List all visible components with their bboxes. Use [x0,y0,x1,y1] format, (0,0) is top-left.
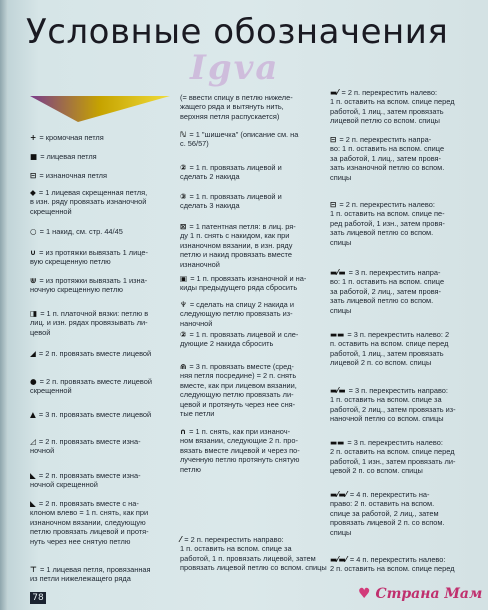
stitch-symbol-icon: ■ [30,152,38,161]
legend-line: = 4 п. перекрестить на- [349,490,430,499]
legend-line: = 3 п. провязать вместе лицевой [38,410,152,419]
legend-item-text [30,227,123,236]
legend-line: няя петля посредине) = 2 п. снять [180,371,297,381]
legend-item-text [180,172,282,181]
legend-item-text [180,231,296,240]
legend-item-text [330,277,444,286]
legend-line: = 4 п. перекрестить налево: [349,555,446,564]
stitch-symbol-icon: ② [180,163,187,172]
legend-line: 2 п. оставить на вспом. спице перед [330,564,455,574]
legend-line: = 1 п. снять, как при изнаноч- [189,427,291,436]
legend-line: спицы [330,305,352,315]
legend-line: = 1 п. провязать изнаночной и на- [190,274,307,283]
site-watermark-text: Страна Мам [375,586,483,602]
stitch-symbol-icon: ⋓ [30,276,37,285]
legend-line: = 1 накид, см. стр. 44/45 [39,227,123,236]
legend-line: изнаночной [180,259,220,269]
legend-item-text [180,465,300,474]
legend-line: = сделать на спицу 2 накида и [189,300,294,309]
legend-item-text [180,112,293,121]
legend-line: = кромочная петля [39,133,104,142]
stitch-symbol-icon: ○ [30,227,37,236]
legend-line: = 2 п. провязать вместе изна- [38,471,141,480]
legend-item-text [30,133,104,142]
legend-item-text [30,248,148,257]
legend-item-text [330,238,445,247]
legend-item [330,386,456,424]
stitch-symbol-icon: ▲ [30,410,36,419]
legend-item-text [30,527,149,536]
legend-line: за работой, 2 лиц., затем провя- [330,286,442,296]
legend-line: петлю и накид провязать вместе [180,250,292,260]
legend-line: спице за работой, 2 лиц., затем [330,508,439,518]
legend-item-text [30,574,151,583]
legend-item-text [330,296,444,305]
legend-line: скрещенной [30,386,72,396]
legend-line: с. 56/57) [180,139,209,149]
legend-item-text [330,173,444,182]
legend-item-text [330,200,445,209]
legend-item [180,130,298,149]
legend-item-text [330,116,455,125]
stitch-symbol-icon: ⊠ [180,222,187,231]
legend-item-text [180,563,327,572]
legend-item [30,188,147,216]
legend-item-text [180,436,300,445]
legend-item-text [330,144,444,153]
legend-item-text [180,400,297,409]
legend-line: вместе, как при лицевом вязании, [180,380,297,390]
legend-line: жащего ряда и вытянуть нить, [180,102,284,112]
legend-line: работой, 1 лиц., затем провязать [330,348,444,358]
legend-item-text [330,490,445,499]
legend-item [30,349,151,358]
legend-item-text [30,499,149,508]
legend-line: лицевой 2 п. со вспом. спицы [330,358,432,368]
stitch-symbol-icon: ③ [180,192,187,201]
stitch-symbol-icon: ◢ [30,349,36,358]
legend-item-text [180,381,297,390]
legend-item-text [30,309,148,318]
legend-item-text [330,457,455,466]
legend-line: = 3 п. перекрестить налево: 2 [347,330,450,339]
stitch-symbol-icon: ▬⁄▬ [330,386,346,395]
legend-line: = изнаночная петля [39,171,107,180]
legend-line: цевой [30,327,51,337]
legend-line: наночной [180,318,213,328]
legend-item [30,171,107,180]
stitch-symbol-icon: ◣ [30,499,36,508]
stitch-symbol-icon: ▬⁄▬⁄ [330,490,347,499]
legend-line: спицы [330,527,352,537]
legend-item-text [330,97,455,106]
legend-line: лицевой петлю со вспом. спицы [330,116,440,126]
legend-item-text [30,410,151,419]
legend-line: право: 2 п. оставить на вспом. [330,499,435,509]
legend-line: = 3 п. перекрестить налево: [347,438,443,447]
legend-item [30,410,151,419]
legend-line: лиц. и изн. рядах провязывать ли- [30,318,148,328]
stitch-symbol-icon: ② [180,330,187,339]
stitch-symbol-icon: ℕ [180,130,187,139]
legend-line: = 2 п. перекрестить направо: [184,535,284,544]
legend-line: работой, 2 лиц., затем провязать из- [330,404,456,414]
legend-item-text [180,260,296,269]
page-title: Условные обозначения [26,12,449,52]
stitch-symbol-icon: ∩ [180,427,187,436]
legend-line: = из протяжки вывязать 1 изна- [39,276,148,285]
legend-item [180,362,297,418]
legend-item-text [180,222,296,231]
legend-item-text [180,544,327,553]
legend-item-text [180,319,294,328]
stitch-symbol-icon: ⁄ [180,535,182,544]
stitch-symbol-icon: ⊟ [330,135,337,144]
legend-item-text [180,274,306,283]
legend-item-text [180,241,296,250]
legend-item-text [330,438,455,447]
legend-line: 2 п. оставить на вспом. спице перед [330,447,455,457]
stitch-symbol-icon: ⊟ [330,200,337,209]
legend-item-text [330,395,456,404]
legend-item [180,93,293,121]
legend-item-text [30,197,147,206]
legend-item-text [180,362,297,371]
legend-line: = 2 п. провязать вместе лицевой [39,377,152,386]
heart-icon: ♥ [358,586,371,602]
legend-line: = 3 п. провязать вместе (сред- [189,362,294,371]
legend-line: ночной [30,446,55,456]
legend-item [330,330,449,368]
legend-line: = 2 п. перекрестить напра- [339,135,432,144]
legend-item-text [330,405,456,414]
legend-item [180,163,282,182]
stitch-symbol-icon: ⊟ [30,171,37,180]
legend-item-text [30,285,147,294]
legend-item-text [180,102,293,111]
legend-item-text [330,509,445,518]
legend-item-text [30,276,147,285]
legend-line: спицы [330,237,352,247]
legend-item [30,152,97,161]
legend-line: 1 п. оставить на вспом. спице перед [330,97,455,107]
legend-item [30,565,151,584]
legend-item-text [30,328,148,337]
legend-line: следующую петлю провязать из- [180,309,293,319]
stitch-symbol-icon: ⊤ [30,565,37,574]
page-number: 78 [30,592,46,604]
legend-line: провязать лицевой 2 п. со вспом. [330,518,445,528]
legend-line: 1 п. оставить на вспом. спице за [180,544,292,554]
legend-line: = 2 п. провязать вместе с на- [38,499,139,508]
legend-item [30,227,123,236]
legend-item [330,200,445,247]
stitch-symbol-icon: ● [30,377,37,386]
legend-item [330,88,455,126]
legend-item [180,330,298,349]
site-watermark [358,586,482,602]
legend-item-text [180,93,293,102]
legend-item [30,377,152,396]
legend-item-text [30,537,149,546]
legend-item-text [30,565,151,574]
legend-line: верхняя петля распускается) [180,111,280,121]
legend-item [180,274,306,293]
legend-line: = 3 п. перекрестить направо: [348,386,448,395]
legend-line: = 2 п. перекрестить налево: [339,200,435,209]
legend-line: = 1 п. провязать лицевой и [189,163,282,172]
magazine-watermark: Igva [190,48,280,88]
legend-line: из петли нижележащего ряда [30,574,131,584]
legend-item [30,133,104,142]
stitch-symbol-icon: ◨ [30,309,38,318]
legend-item-text [30,152,97,161]
stitch-symbol-icon: ▬▬ [330,330,345,339]
legend-line: спицы [330,172,352,182]
legend-line: наночной петлю со вспом. спицы [330,414,444,424]
legend-item-text [180,201,282,210]
legend-item-text [180,309,294,318]
legend-line: тые петли [180,409,215,419]
legend-line: = 1 п. провязать лицевой и [189,192,282,201]
legend-item-text [330,339,449,348]
legend-line: = из протяжки вывязать 1 лице- [39,248,148,257]
legend-item-text [180,330,298,339]
legend-line: = 1 п. платочной вязки: петлю в [40,309,149,318]
legend-item-text [330,268,444,277]
legend-item-text [330,163,444,172]
legend-line: п. оставить на вспом. спице перед [330,339,449,349]
legend-item-text [30,471,141,480]
legend-line: зать лицевой петлю со вспом. [330,296,434,306]
legend-item-text [180,139,298,148]
legend-line: = 3 п. перекрестить напра- [348,268,441,277]
legend-item-text [30,257,148,266]
legend-item-text [330,287,444,296]
legend-line: 1 п. оставить на вспом. спице за [330,395,442,405]
legend-item-text [180,535,327,544]
stitch-symbol-icon: ▬⁄ [330,88,339,97]
legend-line: ночную скрещенную петлю [30,285,123,295]
legend-line: клоном влево = 1 п. снять, как при [30,508,149,518]
legend-item-text [330,386,456,395]
legend-item [30,471,141,490]
legend-item [330,490,445,537]
legend-line: 1 п. оставить на вспом. спице пе- [330,209,445,219]
legend-line: = 2 п. провязать вместе изна- [38,437,141,446]
legend-line: петлю [180,464,201,474]
legend-line: изнаночном вязании, следующую [30,517,146,527]
legend-item-text [330,154,444,163]
legend-item-text [330,499,445,508]
legend-line: вую скрещенную петлю [30,257,111,267]
stitch-symbol-icon: + [30,133,37,142]
legend-item-text [330,358,449,367]
legend-item [180,192,282,211]
legend-item-text [330,107,455,116]
legend-item-text [30,508,149,517]
legend-item-text [330,330,449,339]
legend-line: = 1 патентная петля: в лиц. ря- [189,222,296,231]
legend-line: петлю провязать лицевой и протя- [30,527,149,537]
legend-line: вязать вместе лицевой и через по- [180,445,300,455]
legend-item-text [180,163,282,172]
stitch-symbol-icon: ∪ [30,248,37,257]
legend-item-text [330,555,455,564]
legend-item-text [330,466,455,475]
legend-line: (= ввести спицу в петлю нижеле- [180,93,293,102]
legend-line: в изн. ряду провязать изнаночной [30,197,147,207]
legend-item-text [330,219,445,228]
stitch-symbol-icon: ♆ [180,300,187,309]
stitch-symbol-icon: ▣ [180,274,188,283]
stitch-symbol-icon: ◿ [30,437,36,446]
legend-line: работой, 1 изн., затем провязать ли- [330,456,456,466]
legend-item-text [330,528,445,537]
legend-line: лученную петлю протянуть снятую [180,455,300,465]
legend-item-text [30,171,107,180]
legend-item-text [330,306,444,315]
legend-item-text [330,228,445,237]
legend-item-text [30,188,147,197]
legend-item [330,555,455,574]
legend-item-text [180,300,294,309]
legend-line: ред работой, 1 изн., затем провя- [330,218,445,228]
legend-item-text [330,88,455,97]
legend-item-text [330,564,455,573]
legend-item-text [30,207,147,216]
legend-item-text [180,554,327,563]
stitch-symbol-icon: ◣ [30,471,36,480]
legend-item-text [330,447,455,456]
legend-line: зать изнаночной петлю со вспом. [330,163,445,173]
stitch-symbol-icon: ▬▬ [330,438,345,447]
legend-line: во: 1 п. оставить на вспом. спице [330,144,445,154]
legend-item [330,268,444,315]
legend-line: нуть через нее снятую петлю [30,536,131,546]
legend-line: провязать лицевой петлю со вспом. спицы [180,563,327,573]
decorative-wedge [30,96,170,122]
legend-item-text [30,518,149,527]
legend-item-text [30,386,152,395]
legend-line: = 1 лицевая скрещенная петля, [38,188,148,197]
stitch-symbol-icon: ▬⁄▬ [330,268,346,277]
legend-item-text [180,339,298,348]
legend-line: следующую петлю провязать ли- [180,390,294,400]
legend-item-text [180,446,300,455]
legend-line: цевой и протянуть через нее сня- [180,399,296,409]
legend-line: = 2 п. провязать вместе лицевой [38,349,152,358]
stitch-symbol-icon: ◆ [30,188,36,197]
legend-item-text [30,318,148,327]
legend-item-text [180,409,297,418]
legend-line: = 1 п. провязать лицевой и сле- [189,330,299,339]
legend-item [30,248,148,267]
legend-line: ду 1 п. снять с накидом, как при [180,231,290,241]
legend-item-text [180,455,300,464]
legend-item-text [30,349,151,358]
legend-line: во: 1 п. оставить на вспом. спице [330,277,445,287]
legend-line: сделать 2 накида [180,172,240,182]
legend-line: цевой 2 п. со вспом. спицы [330,466,423,476]
legend-item-text [30,377,152,386]
stitch-symbol-icon: ▬⁄▬⁄ [330,555,347,564]
legend-item-text [30,437,141,446]
legend-line: работой, 1 п. провязать лицевой, затем [180,553,316,563]
legend-item [180,222,296,269]
legend-line: ном вязании, следующие 2 п. про- [180,436,298,446]
legend-item [30,309,148,337]
legend-item-text [180,192,282,201]
legend-item-text [30,446,141,455]
legend-line: дующие 2 накида сбросить [180,339,274,349]
legend-line: = 2 п. перекрестить налево: [341,88,438,97]
legend-line: за работой, 1 лиц., затем провя- [330,153,442,163]
legend-item-text [330,518,445,527]
legend-line: = 1 лицевая петля, провязанная [39,565,151,574]
legend-item-text [330,135,444,144]
legend-item [30,276,147,295]
legend-item [330,135,444,182]
legend-line: изнаночном вязании, в изн. ряду [180,240,293,250]
legend-item-text [180,427,300,436]
legend-item [180,300,294,328]
legend-line: работой, 1 лиц., затем провязать [330,106,444,116]
legend-item-text [330,209,445,218]
legend-item-text [180,250,296,259]
legend-line: = 1 "шишечка" (описание см. на [189,130,299,139]
legend-line: киды предыдущего ряда сбросить [180,283,298,293]
legend-item-text [180,130,298,139]
legend-item-text [330,414,456,423]
legend-line: сделать 3 накида [180,201,240,211]
legend-item-text [30,480,141,489]
legend-item-text [180,283,306,292]
legend-item [180,427,300,474]
legend-item [330,438,455,476]
legend-item [30,437,141,456]
legend-item [30,499,149,546]
legend-line: зать лицевой петлю со вспом. [330,228,434,238]
stitch-symbol-icon: ⋒ [180,362,187,371]
legend-item [180,535,327,573]
legend-item-text [180,390,297,399]
legend-line: ночной скрещенной [30,480,98,490]
legend-line: = лицевая петля [40,152,97,161]
legend-line: скрещенной [30,206,72,216]
legend-item-text [180,371,297,380]
legend-item-text [330,349,449,358]
book-spine-shadow [0,0,8,610]
